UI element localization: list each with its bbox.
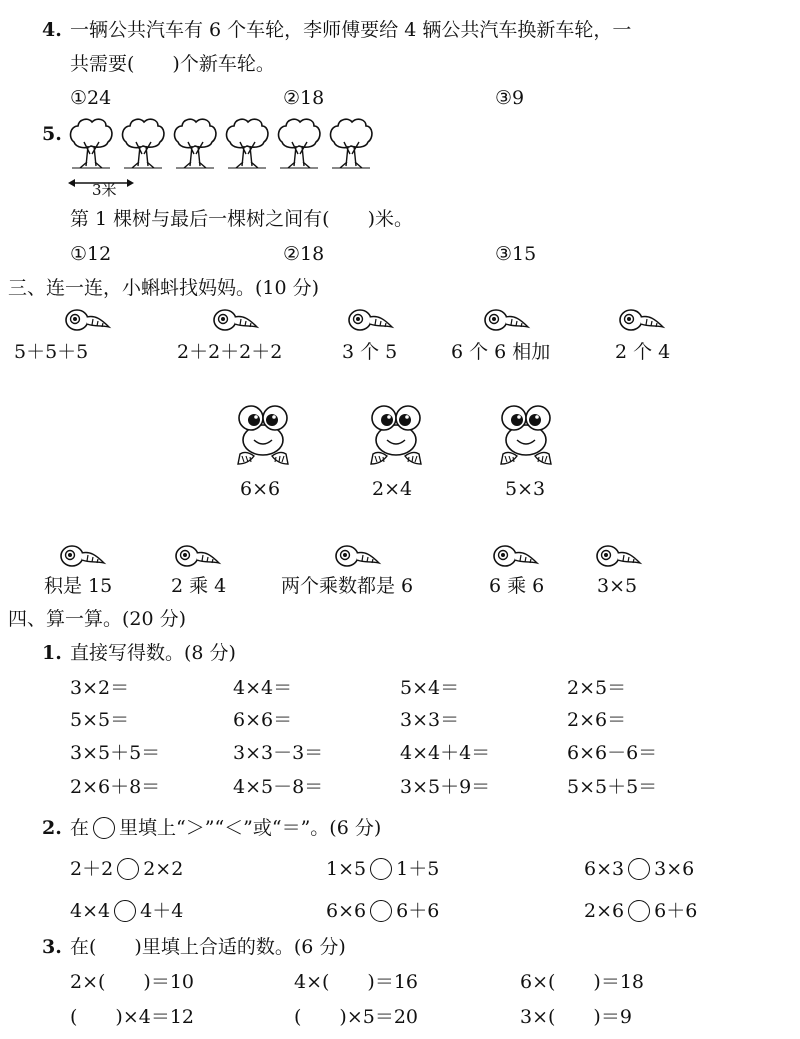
compare-item <box>584 899 697 923</box>
tadpole-icon <box>60 543 106 569</box>
frog-icon <box>365 404 427 470</box>
frog-icon <box>495 404 557 470</box>
compare-right: 3×6 <box>654 858 695 880</box>
tadpole-label: 6 个 6 相加 <box>451 341 551 363</box>
calc-item: 5×5＋5＝ <box>567 776 658 798</box>
calc-item: 4×4＋4＝ <box>400 742 491 764</box>
compare-left: 4×4 <box>70 900 111 922</box>
tree-row-illustration <box>66 116 386 176</box>
frog-label: 2×4 <box>372 478 413 500</box>
tree-icon <box>71 119 112 168</box>
compare-left: 1×5 <box>326 858 367 880</box>
tadpole-label: 5＋5＋5 <box>14 341 89 363</box>
compare-item <box>70 899 183 923</box>
compare-right: 1＋5 <box>396 858 440 880</box>
fill-blank-item[interactable]: 4×( )＝16 <box>294 971 419 993</box>
q5-distance-label: 3米 <box>92 181 117 199</box>
q4-line1: 一辆公共汽车有 6 个车轮，李师傅要给 4 辆公共汽车换新车轮，一 <box>70 19 632 41</box>
compare-right: 4＋4 <box>140 900 184 922</box>
calc-item: 4×4＝ <box>233 677 293 699</box>
fill-blank-item[interactable]: ( )×4＝12 <box>70 1006 195 1028</box>
fill-blank-item[interactable]: 3×( )＝9 <box>520 1006 632 1028</box>
p2-number: 2. <box>42 817 62 839</box>
tadpole-icon <box>484 307 530 333</box>
compare-left: 6×3 <box>584 858 625 880</box>
tadpole-label: 2＋2＋2＋2 <box>177 341 283 363</box>
q4-line2: 共需要( )个新车轮。 <box>70 53 275 75</box>
frog-icon <box>232 404 294 470</box>
calc-item: 3×5＋5＝ <box>70 742 161 764</box>
calc-item: 6×6＝ <box>233 709 293 731</box>
compare-blank-circle[interactable] <box>628 900 650 922</box>
compare-blank-circle[interactable] <box>370 900 392 922</box>
p2-title-post: 里填上“＞”“＜”或“＝”。(6 分) <box>119 817 382 839</box>
tadpole-icon <box>493 543 539 569</box>
calc-item: 5×5＝ <box>70 709 130 731</box>
tadpole-label: 积是 15 <box>44 575 113 597</box>
q5-number: 5. <box>42 123 62 145</box>
calc-item: 3×2＝ <box>70 677 130 699</box>
tadpole-icon <box>348 307 394 333</box>
compare-item <box>326 899 439 923</box>
tadpole-icon <box>65 307 111 333</box>
tadpole-label: 2 个 4 <box>615 341 671 363</box>
p1-title: 直接写得数。(8 分) <box>70 642 236 664</box>
q4-option-a: ①24 <box>70 87 112 109</box>
compare-item <box>326 857 439 881</box>
fill-blank-item[interactable]: 2×( )＝10 <box>70 971 195 993</box>
compare-blank-circle[interactable] <box>117 858 139 880</box>
tadpole-icon <box>335 543 381 569</box>
q4-option-b: ②18 <box>283 87 325 109</box>
tadpole-icon <box>175 543 221 569</box>
tadpole-label: 6 乘 6 <box>489 575 545 597</box>
compare-blank-circle[interactable] <box>114 900 136 922</box>
q4-number: 4. <box>42 19 62 41</box>
p1-number: 1. <box>42 642 62 664</box>
compare-item <box>584 857 694 881</box>
section4-title: 四、算一算。(20 分) <box>8 608 187 630</box>
fill-blank-item[interactable]: ( )×5＝20 <box>294 1006 419 1028</box>
q5-option-c: ③15 <box>495 243 537 265</box>
fill-blank-item[interactable]: 6×( )＝18 <box>520 971 645 993</box>
calc-item: 3×3＝ <box>400 709 460 731</box>
calc-item: 3×3－3＝ <box>233 742 324 764</box>
calc-item: 2×6＝ <box>567 709 627 731</box>
compare-left: 6×6 <box>326 900 367 922</box>
compare-right: 2×2 <box>143 858 184 880</box>
tadpole-icon <box>619 307 665 333</box>
calc-item: 2×6＋8＝ <box>70 776 161 798</box>
calc-item: 5×4＝ <box>400 677 460 699</box>
tadpole-label: 两个乘数都是 6 <box>281 575 414 597</box>
frog-label: 5×3 <box>505 478 546 500</box>
compare-left: 2＋2 <box>70 858 114 880</box>
calc-item: 6×6－6＝ <box>567 742 658 764</box>
compare-right: 6＋6 <box>654 900 698 922</box>
q4-option-c: ③9 <box>495 87 525 109</box>
compare-circle-icon <box>93 817 115 839</box>
compare-left: 2×6 <box>584 900 625 922</box>
p3-number: 3. <box>42 936 62 958</box>
tree-icon <box>331 119 372 168</box>
tree-icon <box>123 119 164 168</box>
p3-title: 在( )里填上合适的数。(6 分) <box>70 936 346 958</box>
tadpole-icon <box>213 307 259 333</box>
compare-right: 6＋6 <box>396 900 440 922</box>
section3-title: 三、连一连，小蝌蚪找妈妈。(10 分) <box>8 277 320 299</box>
calc-item: 4×5－8＝ <box>233 776 324 798</box>
p2-title <box>70 816 381 840</box>
frog-label: 6×6 <box>240 478 281 500</box>
q5-option-b: ②18 <box>283 243 325 265</box>
tadpole-label: 2 乘 4 <box>171 575 227 597</box>
tadpole-label: 3×5 <box>597 575 638 597</box>
calc-item: 2×5＝ <box>567 677 627 699</box>
q5-option-a: ①12 <box>70 243 112 265</box>
tree-icon <box>227 119 268 168</box>
tadpole-label: 3 个 5 <box>342 341 398 363</box>
calc-item: 3×5＋9＝ <box>400 776 491 798</box>
compare-blank-circle[interactable] <box>370 858 392 880</box>
tree-icon <box>175 119 216 168</box>
compare-blank-circle[interactable] <box>628 858 650 880</box>
tree-icon <box>279 119 320 168</box>
p2-title-pre: 在 <box>70 817 90 839</box>
q5-question: 第 1 棵树与最后一棵树之间有( )米。 <box>70 208 413 230</box>
tadpole-icon <box>596 543 642 569</box>
compare-item <box>70 857 183 881</box>
